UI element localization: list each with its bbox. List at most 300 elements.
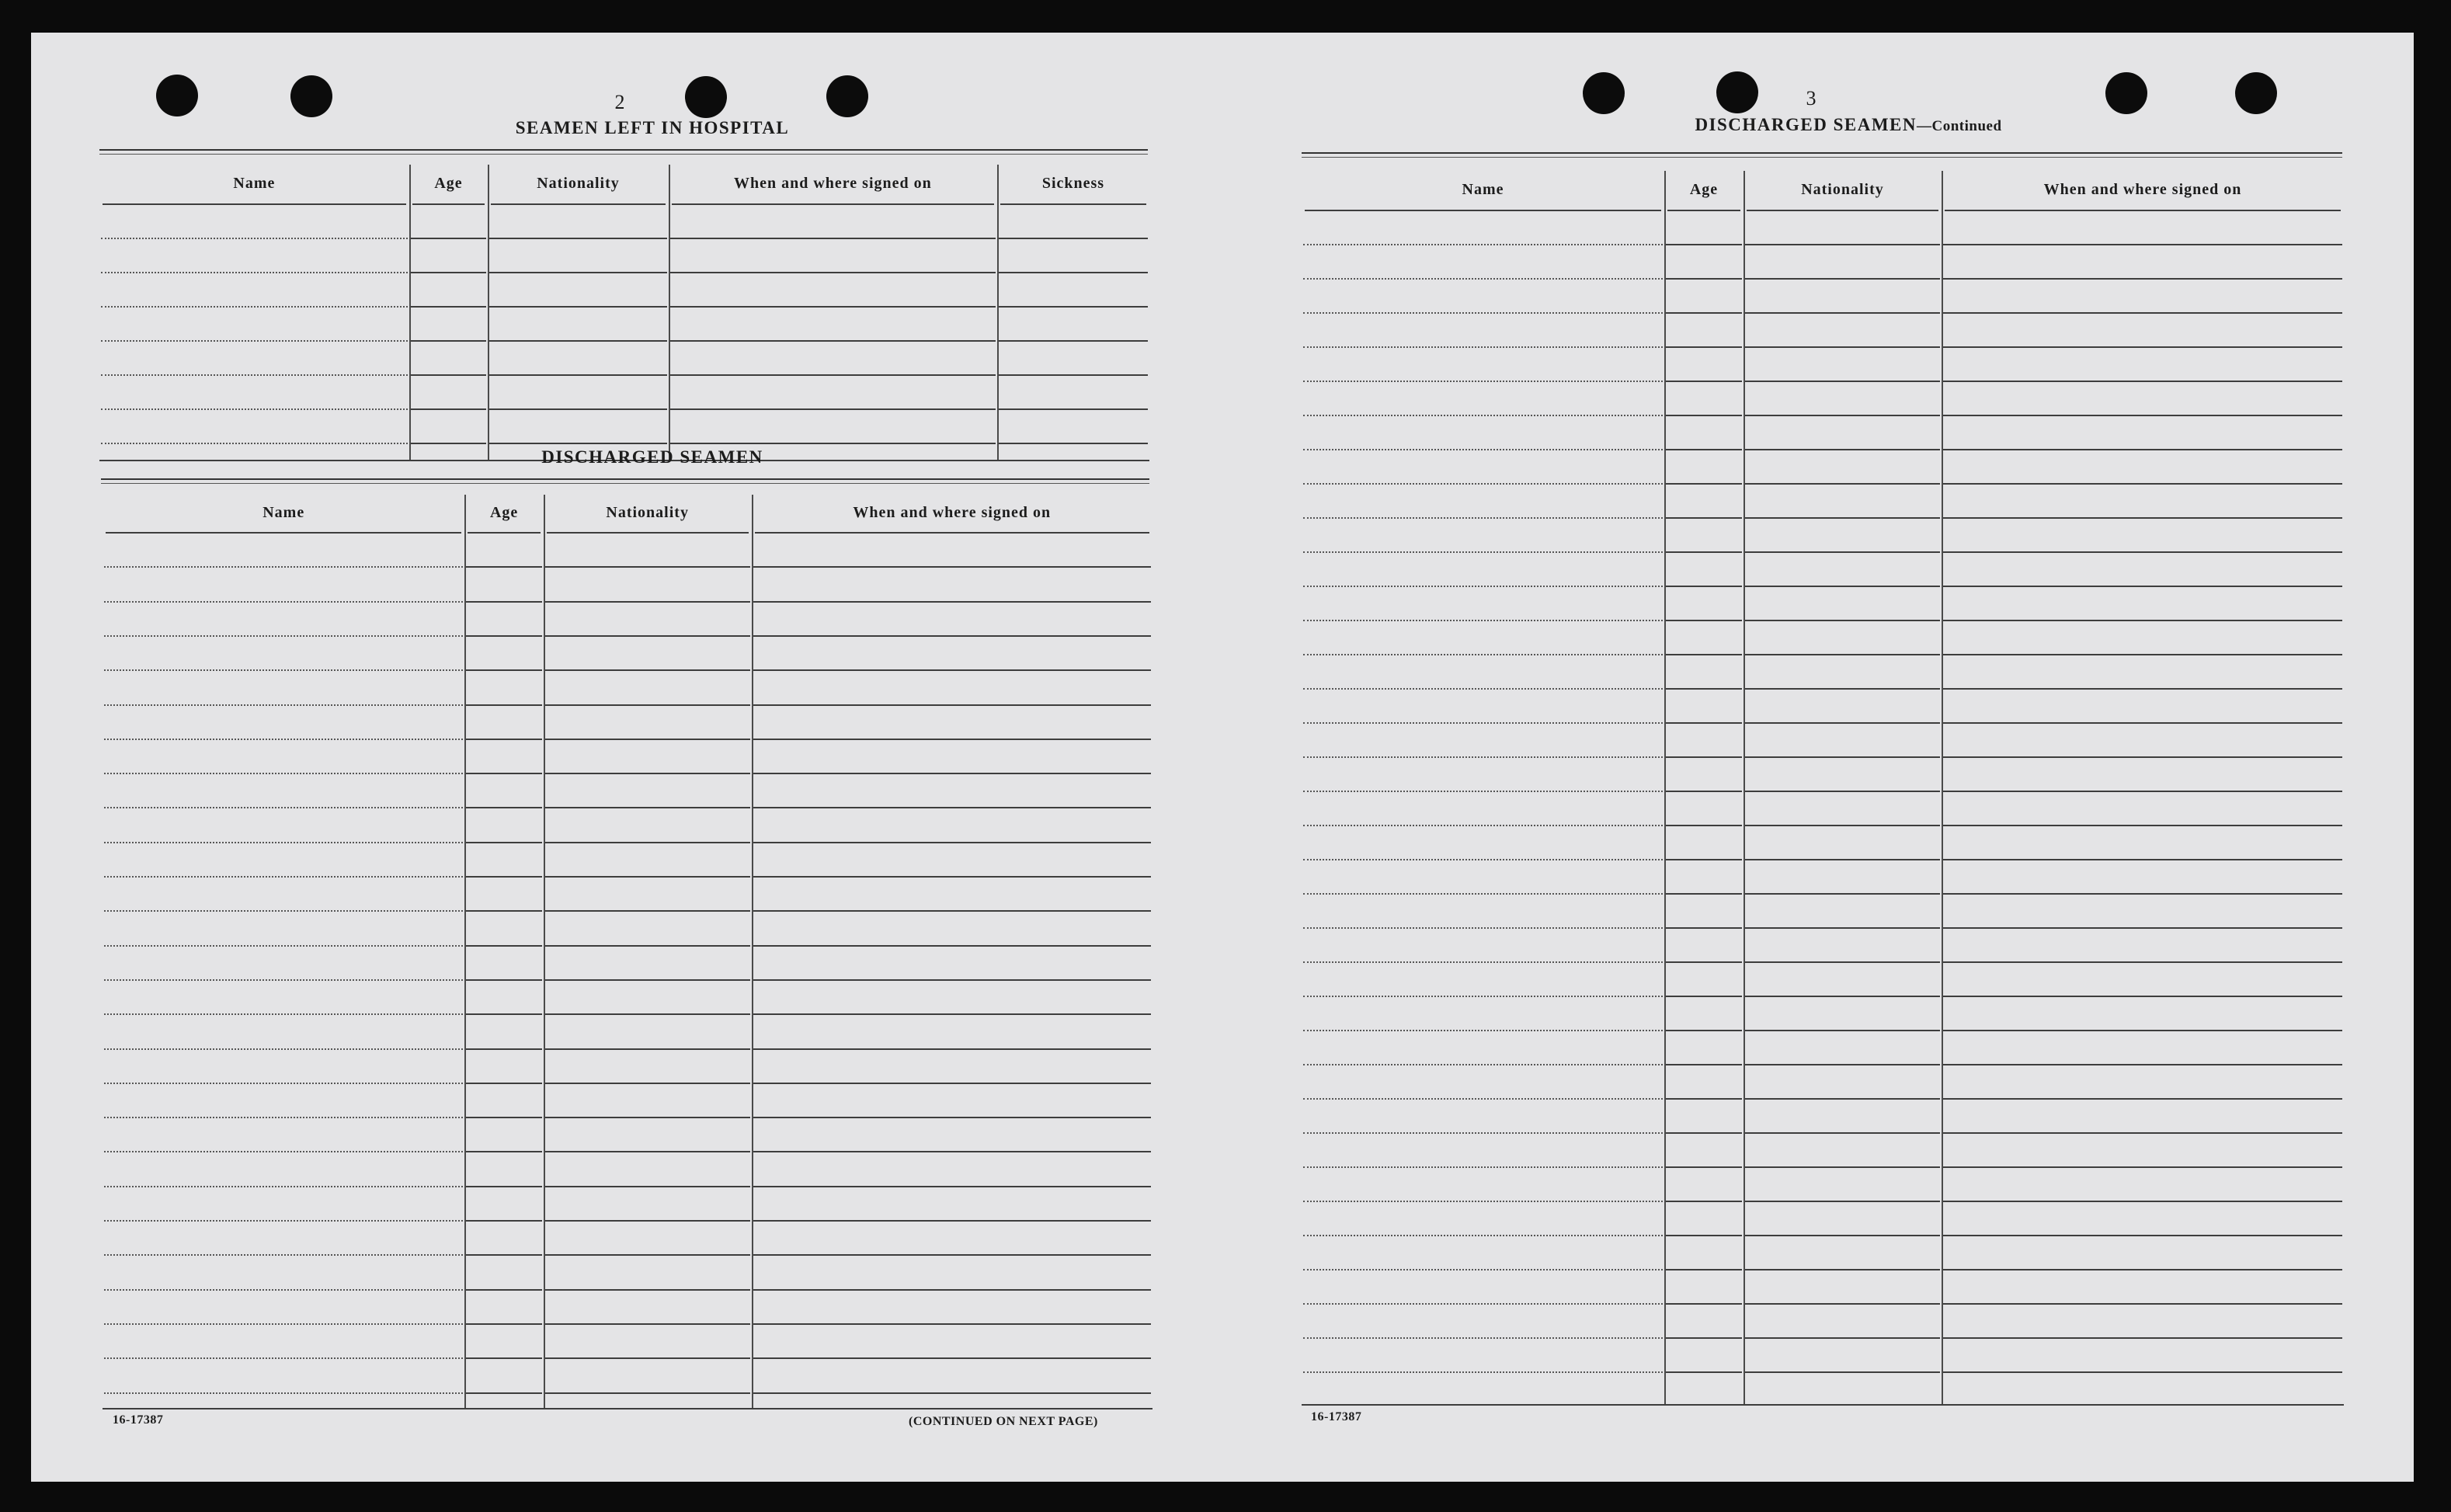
column-divider: [488, 165, 489, 460]
row-line: [545, 910, 750, 912]
row-line: [101, 306, 408, 308]
row-line: [1745, 1098, 1940, 1100]
row-line: [545, 1392, 750, 1394]
row-line: [753, 1289, 1151, 1291]
punch-hole: [1583, 72, 1625, 114]
row-line: [466, 1357, 541, 1359]
row-line: [1943, 1132, 2342, 1134]
row-line: [1745, 381, 1940, 382]
row-line: [1745, 722, 1940, 724]
row-line: [1745, 346, 1940, 348]
row-line: [1745, 1132, 1940, 1134]
row-line: [1303, 1030, 1663, 1031]
punch-hole: [2105, 72, 2147, 114]
row-line: [1666, 996, 1742, 997]
column-header-sickness: Sickness: [1041, 174, 1105, 192]
row-line: [489, 443, 667, 444]
row-line: [545, 1186, 750, 1187]
row-line: [1303, 415, 1663, 416]
column-header-when-and-where-signed-on: When and where signed on: [733, 174, 932, 192]
row-line: [753, 945, 1151, 947]
row-line: [999, 443, 1148, 444]
row-line: [1666, 415, 1742, 416]
row-line: [1666, 1337, 1742, 1339]
column-header-age: Age: [1689, 180, 1719, 198]
row-line: [545, 1083, 750, 1084]
row-line: [545, 979, 750, 981]
row-line: [1666, 312, 1742, 314]
column-divider: [409, 165, 411, 460]
row-line: [466, 945, 541, 947]
row-line: [999, 272, 1148, 273]
row-line: [466, 739, 541, 740]
row-line: [753, 739, 1151, 740]
row-line: [1745, 1269, 1940, 1270]
row-line: [104, 807, 463, 808]
row-line: [1745, 1337, 1940, 1339]
row-line: [1745, 893, 1940, 895]
row-line: [1303, 278, 1663, 280]
column-divider: [1744, 171, 1745, 1404]
row-line: [545, 669, 750, 671]
row-line: [1303, 586, 1663, 587]
row-line: [1303, 312, 1663, 314]
row-line: [1943, 483, 2342, 485]
continued-title-main: DISCHARGED SEAMEN: [1695, 115, 1917, 134]
column-divider: [997, 165, 999, 460]
header-underline: [468, 532, 540, 534]
row-line: [1745, 1166, 1940, 1168]
row-line: [104, 1013, 463, 1015]
form-sheet: [31, 33, 2414, 1482]
row-line: [466, 566, 541, 568]
column-divider: [1664, 171, 1666, 1404]
row-line: [1666, 449, 1742, 450]
row-line: [1745, 791, 1940, 792]
header-underline: [547, 532, 749, 534]
row-line: [753, 1186, 1151, 1187]
row-line: [466, 669, 541, 671]
row-line: [1745, 756, 1940, 758]
row-line: [104, 566, 463, 568]
row-line: [1943, 961, 2342, 963]
header-underline: [106, 532, 461, 534]
row-line: [1943, 1201, 2342, 1202]
row-line: [104, 1357, 463, 1359]
row-line: [104, 1151, 463, 1152]
row-line: [1666, 551, 1742, 553]
row-line: [411, 340, 486, 342]
row-line: [466, 1117, 541, 1118]
row-line: [545, 1048, 750, 1050]
row-line: [545, 1289, 750, 1291]
row-line: [466, 979, 541, 981]
row-line: [101, 272, 408, 273]
row-line: [101, 443, 408, 444]
header-underline: [755, 532, 1149, 534]
discharged-table: [103, 493, 1152, 1408]
row-line: [1666, 825, 1742, 826]
column-header-when-and-where-signed-on: When and where signed on: [853, 504, 1052, 521]
row-line: [753, 566, 1151, 568]
row-line: [670, 408, 996, 410]
row-line: [101, 408, 408, 410]
row-line: [466, 1151, 541, 1152]
row-line: [1303, 1098, 1663, 1100]
discharged-section-title: DISCHARGED SEAMEN: [541, 447, 763, 467]
row-line: [1745, 654, 1940, 655]
row-line: [1666, 927, 1742, 929]
row-line: [1666, 1064, 1742, 1065]
row-line: [101, 374, 408, 376]
row-line: [466, 704, 541, 706]
row-line: [1303, 551, 1663, 553]
row-line: [545, 566, 750, 568]
row-line: [1943, 756, 2342, 758]
hospital-section-title: SEAMEN LEFT IN HOSPITAL: [515, 118, 790, 137]
row-line: [1745, 927, 1940, 929]
row-line: [1943, 346, 2342, 348]
row-line: [1303, 859, 1663, 860]
row-line: [753, 1048, 1151, 1050]
row-line: [1303, 722, 1663, 724]
page-number-right: 3: [1806, 87, 1817, 109]
header-underline: [103, 203, 406, 205]
row-line: [104, 601, 463, 603]
row-line: [1745, 1030, 1940, 1031]
header-underline: [672, 203, 994, 205]
row-line: [1745, 859, 1940, 860]
row-line: [545, 1013, 750, 1015]
row-line: [1943, 244, 2342, 245]
form-number-left: 16-17387: [113, 1413, 164, 1427]
row-line: [1745, 244, 1940, 245]
row-line: [1943, 859, 2342, 860]
column-divider: [1942, 171, 1943, 1404]
row-line: [753, 1357, 1151, 1359]
continued-table: [1302, 169, 2344, 1404]
row-line: [104, 1186, 463, 1187]
row-line: [1943, 517, 2342, 519]
row-line: [489, 374, 667, 376]
section-rule: [101, 478, 1149, 484]
row-line: [466, 635, 541, 637]
row-line: [489, 340, 667, 342]
row-line: [104, 773, 463, 774]
row-line: [466, 1254, 541, 1256]
column-divider: [669, 165, 670, 460]
row-line: [1943, 1235, 2342, 1236]
row-line: [753, 1392, 1151, 1394]
column-header-age: Age: [434, 174, 463, 192]
row-line: [1943, 415, 2342, 416]
row-line: [753, 635, 1151, 637]
row-line: [753, 979, 1151, 981]
header-underline: [1667, 210, 1740, 211]
row-line: [670, 238, 996, 239]
column-header-nationality: Nationality: [1801, 180, 1884, 198]
row-line: [753, 1013, 1151, 1015]
row-line: [1666, 722, 1742, 724]
row-line: [1943, 1337, 2342, 1339]
row-line: [1943, 654, 2342, 655]
row-line: [104, 1117, 463, 1118]
row-line: [1303, 825, 1663, 826]
row-line: [1303, 791, 1663, 792]
row-line: [753, 910, 1151, 912]
column-divider: [752, 495, 753, 1408]
row-line: [466, 1289, 541, 1291]
row-line: [411, 306, 486, 308]
row-line: [411, 408, 486, 410]
continued-section-title: [1530, 115, 2167, 135]
table-bottom-rule: [103, 1408, 1152, 1409]
row-line: [1666, 791, 1742, 792]
row-line: [1303, 1371, 1663, 1373]
continued-note: (CONTINUED ON NEXT PAGE): [909, 1415, 1098, 1428]
punch-hole: [156, 75, 198, 116]
row-line: [999, 306, 1148, 308]
row-line: [1745, 278, 1940, 280]
row-line: [466, 1013, 541, 1015]
row-line: [1745, 517, 1940, 519]
row-line: [545, 842, 750, 843]
row-line: [101, 340, 408, 342]
row-line: [1666, 1371, 1742, 1373]
row-line: [545, 1254, 750, 1256]
row-line: [104, 1048, 463, 1050]
row-line: [1303, 381, 1663, 382]
row-line: [1666, 620, 1742, 621]
row-line: [1303, 483, 1663, 485]
row-line: [999, 374, 1148, 376]
row-line: [753, 704, 1151, 706]
row-line: [1303, 1064, 1663, 1065]
row-line: [1943, 449, 2342, 450]
row-line: [545, 739, 750, 740]
page-number-left: 2: [614, 91, 625, 113]
row-line: [1666, 278, 1742, 280]
row-line: [545, 773, 750, 774]
row-line: [753, 842, 1151, 843]
column-header-nationality: Nationality: [537, 174, 620, 192]
row-line: [753, 807, 1151, 808]
row-line: [1943, 996, 2342, 997]
header-underline: [491, 203, 666, 205]
row-line: [1666, 654, 1742, 655]
row-line: [1666, 586, 1742, 587]
row-line: [1666, 1269, 1742, 1270]
row-line: [1666, 1132, 1742, 1134]
row-line: [104, 876, 463, 878]
header-underline: [1000, 203, 1146, 205]
row-line: [1666, 244, 1742, 245]
row-line: [753, 669, 1151, 671]
row-line: [545, 635, 750, 637]
row-line: [1943, 620, 2342, 621]
row-line: [104, 1323, 463, 1325]
row-line: [1666, 893, 1742, 895]
section-rule: [99, 149, 1148, 155]
row-line: [1666, 381, 1742, 382]
row-line: [1303, 1201, 1663, 1202]
row-line: [1666, 1235, 1742, 1236]
row-line: [1745, 551, 1940, 553]
row-line: [466, 601, 541, 603]
row-line: [753, 773, 1151, 774]
row-line: [104, 1220, 463, 1222]
row-line: [1303, 449, 1663, 450]
form-number-right: 16-17387: [1311, 1410, 1362, 1423]
row-line: [411, 238, 486, 239]
row-line: [1303, 1337, 1663, 1339]
row-line: [466, 910, 541, 912]
row-line: [104, 910, 463, 912]
row-line: [1666, 1098, 1742, 1100]
row-line: [489, 306, 667, 308]
row-line: [489, 408, 667, 410]
row-line: [1303, 756, 1663, 758]
row-line: [1745, 449, 1940, 450]
row-line: [1943, 688, 2342, 690]
row-line: [1943, 927, 2342, 929]
header-underline: [1945, 210, 2341, 211]
row-line: [104, 739, 463, 740]
row-line: [1303, 654, 1663, 655]
row-line: [466, 773, 541, 774]
row-line: [1745, 825, 1940, 826]
row-line: [466, 1083, 541, 1084]
row-line: [1666, 688, 1742, 690]
row-line: [411, 272, 486, 273]
row-line: [104, 669, 463, 671]
row-line: [753, 1151, 1151, 1152]
column-header-name: Name: [1462, 180, 1504, 198]
section-rule: [1302, 152, 2342, 158]
row-line: [545, 876, 750, 878]
punch-hole: [2235, 72, 2277, 114]
row-line: [466, 1186, 541, 1187]
row-line: [411, 374, 486, 376]
row-line: [1303, 961, 1663, 963]
row-line: [1303, 1166, 1663, 1168]
row-line: [1943, 893, 2342, 895]
row-line: [1666, 1201, 1742, 1202]
punch-hole: [290, 75, 332, 117]
row-line: [1943, 1371, 2342, 1373]
row-line: [1943, 1303, 2342, 1305]
row-line: [466, 1392, 541, 1394]
row-line: [670, 443, 996, 444]
row-line: [1745, 1371, 1940, 1373]
row-line: [753, 1323, 1151, 1325]
row-line: [1303, 1132, 1663, 1134]
row-line: [104, 1392, 463, 1394]
row-line: [1745, 688, 1940, 690]
row-line: [104, 945, 463, 947]
row-line: [1303, 620, 1663, 621]
row-line: [670, 374, 996, 376]
row-line: [1303, 688, 1663, 690]
row-line: [545, 945, 750, 947]
row-line: [104, 1083, 463, 1084]
row-line: [670, 306, 996, 308]
row-line: [1943, 1269, 2342, 1270]
row-line: [753, 1254, 1151, 1256]
row-line: [489, 272, 667, 273]
row-line: [670, 340, 996, 342]
row-line: [999, 340, 1148, 342]
row-line: [466, 1048, 541, 1050]
row-line: [104, 979, 463, 981]
row-line: [545, 1357, 750, 1359]
row-line: [1666, 756, 1742, 758]
row-line: [1303, 1269, 1663, 1270]
header-underline: [1747, 210, 1938, 211]
row-line: [104, 1254, 463, 1256]
row-line: [1745, 1064, 1940, 1065]
row-line: [1943, 381, 2342, 382]
row-line: [753, 601, 1151, 603]
row-line: [1303, 1303, 1663, 1305]
row-line: [545, 1220, 750, 1222]
row-line: [1666, 1030, 1742, 1031]
row-line: [1943, 791, 2342, 792]
row-line: [1943, 1030, 2342, 1031]
row-line: [1303, 893, 1663, 895]
column-header-name: Name: [262, 504, 305, 521]
row-line: [1666, 1303, 1742, 1305]
row-line: [1745, 620, 1940, 621]
row-line: [1745, 1201, 1940, 1202]
row-line: [1943, 722, 2342, 724]
row-line: [1745, 415, 1940, 416]
row-line: [545, 704, 750, 706]
header-underline: [412, 203, 485, 205]
row-line: [753, 1117, 1151, 1118]
row-line: [466, 807, 541, 808]
row-line: [1666, 517, 1742, 519]
row-line: [1745, 961, 1940, 963]
row-line: [1303, 1235, 1663, 1236]
row-line: [489, 238, 667, 239]
row-line: [1303, 927, 1663, 929]
row-line: [753, 1220, 1151, 1222]
row-line: [1943, 825, 2342, 826]
row-line: [466, 842, 541, 843]
row-line: [999, 238, 1148, 239]
row-line: [545, 1151, 750, 1152]
row-line: [753, 1083, 1151, 1084]
column-divider: [544, 495, 545, 1408]
row-line: [753, 876, 1151, 878]
row-line: [545, 1323, 750, 1325]
row-line: [104, 1289, 463, 1291]
row-line: [1666, 859, 1742, 860]
row-line: [1666, 961, 1742, 963]
row-line: [1745, 1303, 1940, 1305]
row-line: [1943, 278, 2342, 280]
column-header-when-and-where-signed-on: When and where signed on: [2043, 180, 2242, 198]
row-line: [466, 1323, 541, 1325]
row-line: [466, 1220, 541, 1222]
punch-hole: [685, 76, 727, 118]
row-line: [1943, 312, 2342, 314]
row-line: [104, 842, 463, 843]
row-line: [670, 272, 996, 273]
table-bottom-rule: [1302, 1404, 2344, 1406]
row-line: [104, 635, 463, 637]
